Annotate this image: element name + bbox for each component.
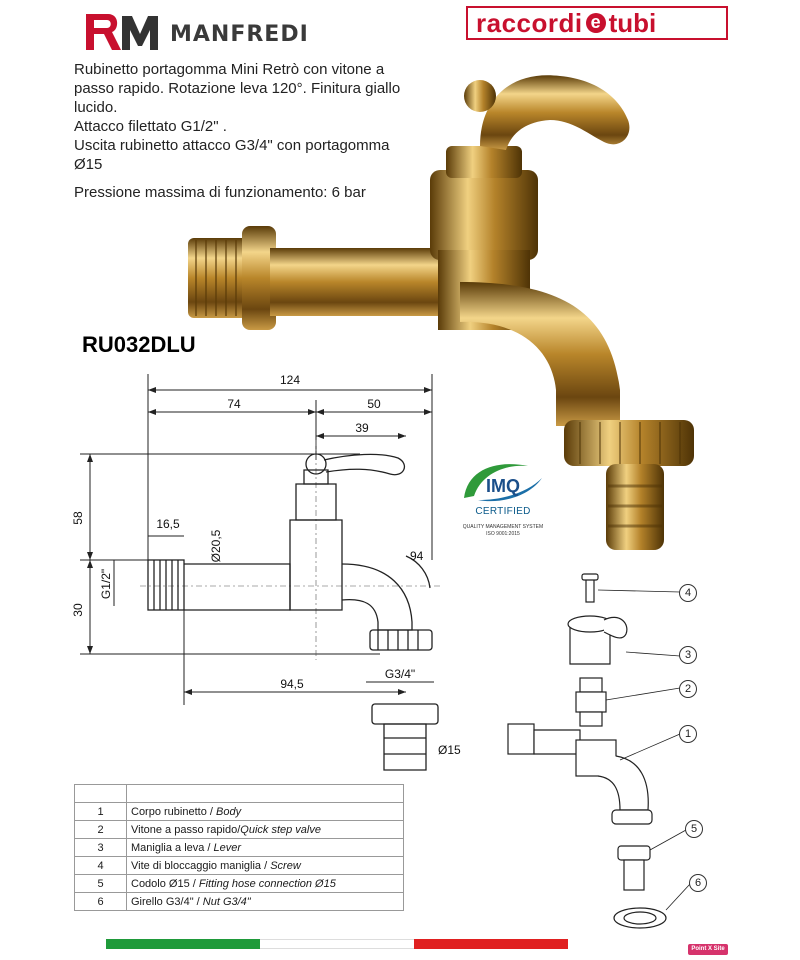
part-name-it: Corpo rubinetto / — [131, 805, 216, 818]
part-description — [127, 803, 404, 821]
part-name-it: Vitone a passo rapido/ — [131, 823, 241, 836]
shop-name-connector: e — [586, 13, 606, 33]
italian-flag-bar — [106, 939, 568, 949]
shop-name-part-b: tubi — [608, 7, 657, 38]
part-name-it: Maniglia a leva / — [131, 841, 214, 854]
cert-system: QUALITY MANAGEMENT SYSTEM — [462, 524, 544, 530]
part-number: 2 — [75, 821, 127, 839]
dim-thread-length: 16,5 — [156, 517, 180, 531]
imq-mark-text: IMQ — [486, 476, 520, 496]
part-name-en: Quick step valve — [240, 823, 321, 836]
part-name-en: Screw — [270, 859, 301, 872]
flag-red — [414, 939, 568, 949]
part-description — [127, 785, 404, 803]
callout-3: 3 — [679, 646, 697, 664]
technical-drawing — [60, 360, 480, 780]
brand-name: MANFREDI — [170, 22, 309, 47]
table-row — [75, 803, 404, 821]
part-name-en: Body — [216, 805, 242, 818]
description-line-1: Rubinetto portagomma Mini Retrò con vitone a passo rapido. Rotazione leva 120°. Finitura giallo lucido. — [74, 61, 401, 116]
flag-green — [106, 939, 260, 949]
part-number: 4 — [75, 857, 127, 875]
part-description — [127, 857, 404, 875]
raccordietubi-logo — [466, 6, 728, 40]
table-row — [75, 893, 404, 911]
part-description — [127, 893, 404, 911]
table-row — [75, 839, 404, 857]
callout-1: 1 — [679, 725, 697, 743]
site-badge: Point X Site — [688, 944, 728, 955]
part-name-en: Nut G3/4" — [202, 895, 251, 908]
cert-standard: ISO 9001:2015 — [486, 531, 520, 537]
part-name-it: Girello G3/4" / — [131, 895, 203, 908]
part-number — [75, 785, 127, 803]
dim-angle: 94 — [410, 549, 424, 563]
parts-table — [74, 784, 404, 911]
table-row — [75, 875, 404, 893]
table-row — [75, 785, 404, 803]
dim-inlet-thread: G1/2" — [99, 568, 113, 600]
callout-2: 2 — [679, 680, 697, 698]
dim-body-diameter: Ø20,5 — [209, 529, 223, 563]
max-pressure: Pressione massima di funzionamento: 6 bar — [74, 184, 366, 201]
product-code: RU032DLU — [82, 332, 196, 357]
dim-height-upper: 58 — [71, 511, 85, 525]
table-row — [75, 857, 404, 875]
part-number: 6 — [75, 893, 127, 911]
manfredi-logo — [82, 8, 312, 56]
callout-6: 6 — [689, 874, 707, 892]
dim-height-lower: 30 — [71, 603, 85, 617]
callout-5: 5 — [685, 820, 703, 838]
description-line-2: Attacco filettato G1/2" . — [74, 118, 227, 135]
part-description — [127, 875, 404, 893]
cert-status: CERTIFIED — [475, 506, 531, 517]
shop-name-part-a: raccordi — [476, 7, 583, 38]
part-number: 5 — [75, 875, 127, 893]
dim-hose-diameter: Ø15 — [438, 743, 461, 757]
part-name-en: Lever — [213, 841, 242, 854]
part-number: 3 — [75, 839, 127, 857]
part-name-en: Fitting hose connection Ø15 — [198, 877, 336, 890]
part-number: 1 — [75, 803, 127, 821]
exploded-view — [480, 560, 710, 940]
dim-total-length: 124 — [279, 373, 301, 387]
dim-left-length: 74 — [227, 397, 241, 411]
dim-spout-length: 94,5 — [280, 677, 304, 691]
part-description — [127, 821, 404, 839]
dim-right-length: 50 — [367, 397, 381, 411]
flag-white — [260, 939, 414, 949]
callout-4: 4 — [679, 584, 697, 602]
dim-handle-offset: 39 — [355, 421, 369, 435]
description-line-3: Uscita rubinetto attacco G3/4" con portagomma Ø15 — [74, 137, 390, 173]
rm-logo-mark — [82, 8, 162, 56]
part-description — [127, 839, 404, 857]
part-name-it: Vite di bloccaggio maniglia / — [131, 859, 271, 872]
table-row — [75, 821, 404, 839]
dim-outlet-thread: G3/4" — [384, 667, 416, 681]
part-name-it: Codolo Ø15 / — [131, 877, 199, 890]
